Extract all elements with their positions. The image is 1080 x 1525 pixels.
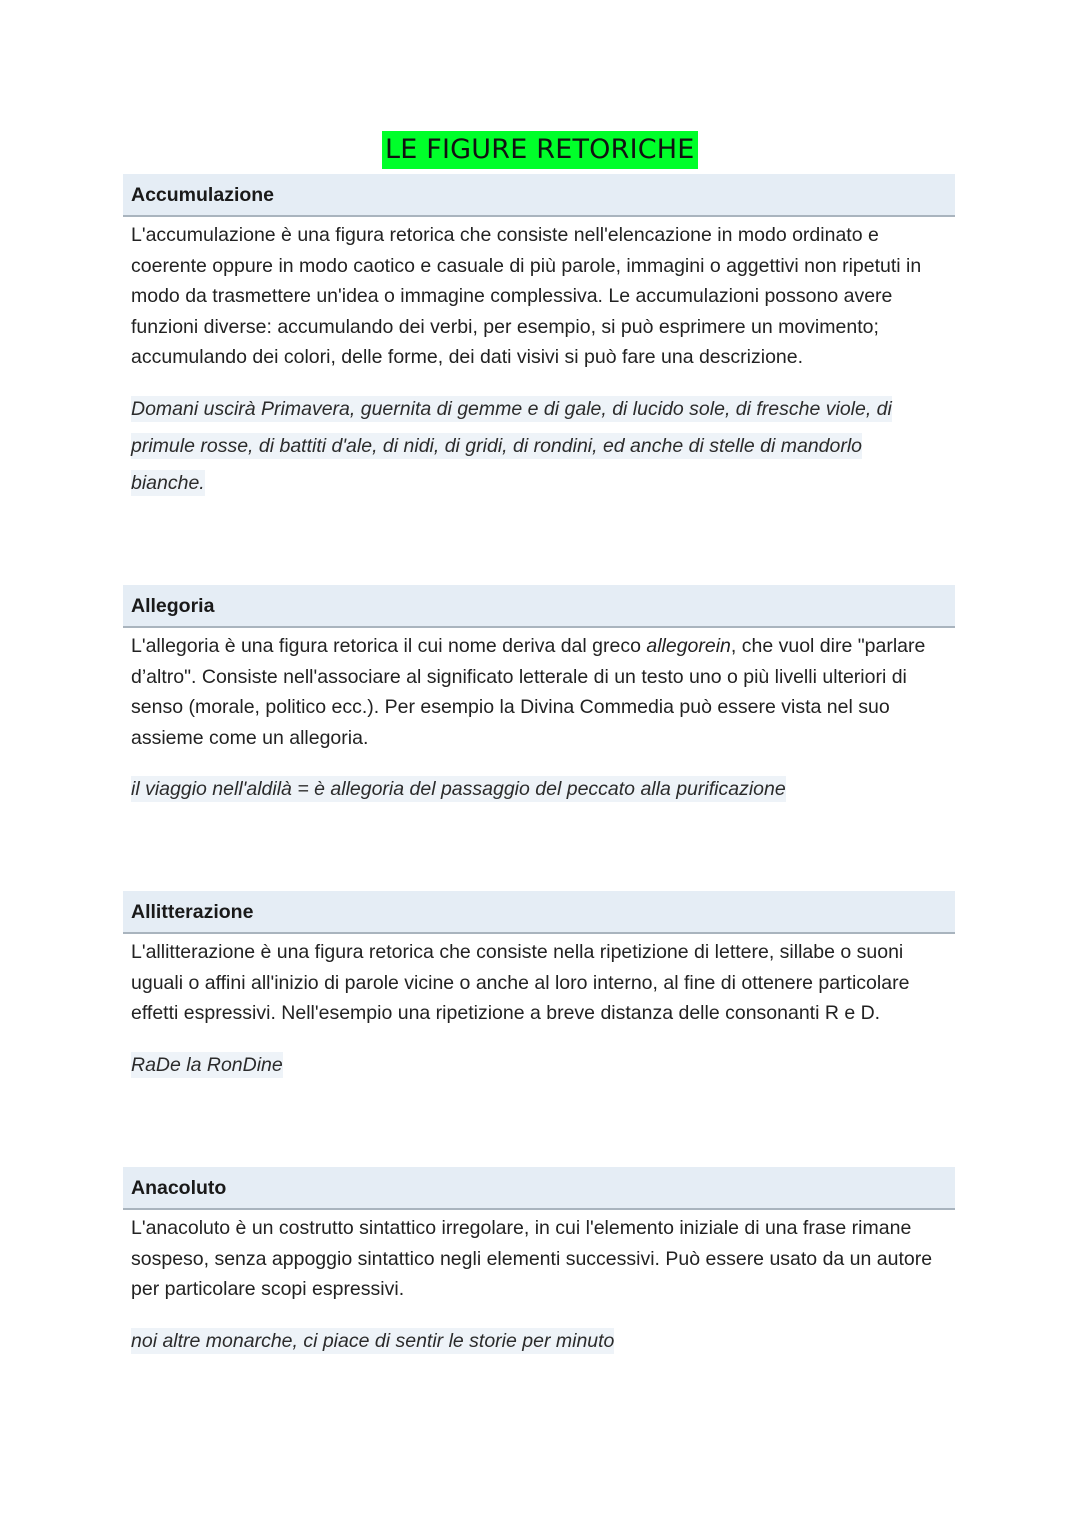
section-definition: L'anacoluto è un costrutto sintattico irregolare, in cui l'elemento iniziale di una frase rimane sospeso, senza appoggio sintattico negli elementi successivi. Può essere usato da un autore per particolare scopi espressivi.: [131, 1217, 933, 1300]
section-heading: Allitterazione: [123, 891, 955, 934]
section-example: [123, 1047, 955, 1084]
definition-part: , che vuol dire "parlare d’altro". Consiste nell'associare al significato letterale di un testo uno o più livelli ulteriori di senso (morale, politico ecc.). Per esempio la Divina Commedia può essere vista nel suo assieme come un allegoria.: [131, 635, 926, 749]
example-text: il viaggio nell'aldilà = è allegoria del passaggio del peccato alla purificazione: [131, 778, 786, 800]
section-example: [123, 771, 955, 808]
section-heading: Allegoria: [123, 585, 955, 628]
example-text: noi altre monarche, ci piace di sentir le storie per minuto: [131, 1329, 615, 1352]
section-example: [123, 391, 955, 502]
example-text: RaDe la RonDine: [131, 1053, 283, 1076]
section-allegoria: [123, 585, 955, 808]
page-title: LE FIGURE RETORICHE: [382, 131, 698, 169]
example-text: Domani uscirà Primavera, guernita di gemme e di gale, di lucido sole, di fresche viole, di primule rosse, di battiti d'ale, di nidi, di gridi, di rondini, ed anche di stelle di mandorlo bianche.: [131, 397, 892, 494]
section-example: [123, 1323, 955, 1360]
section-definition: L'allitterazione è una figura retorica che consiste nella ripetizione di lettere, sillabe o suoni uguali o affini all'inizio di parole vicine o anche al loro interno, al fine di ottenere particolare effetti espressivi. Nell'esempio una ripetizione a breve distanza delle consonanti R e D.: [131, 941, 910, 1024]
section-accumulazione: [123, 174, 955, 502]
section-heading: Anacoluto: [123, 1167, 955, 1210]
section-definition: [123, 628, 955, 753]
definition-term: allegorein: [646, 635, 731, 657]
section-anacoluto: [123, 1167, 955, 1360]
section-allitterazione: [123, 891, 955, 1084]
section-definition: L'accumulazione è una figura retorica che consiste nell'elencazione in modo ordinato e coerente oppure in modo caotico e casuale di più parole, immagini o aggettivi non ripetuti in modo da trasmettere un'idea o immagine complessiva. Le accumulazioni possono avere funzioni diverse: accumulando dei verbi, per esempio, si può esprimere un movimento; accumulando dei colori, delle forme, dei dati visivi si può fare una descrizione.: [131, 224, 922, 368]
section-heading: Accumulazione: [123, 174, 955, 217]
definition-part: L'allegoria è una figura retorica il cui nome deriva dal greco: [131, 635, 647, 657]
